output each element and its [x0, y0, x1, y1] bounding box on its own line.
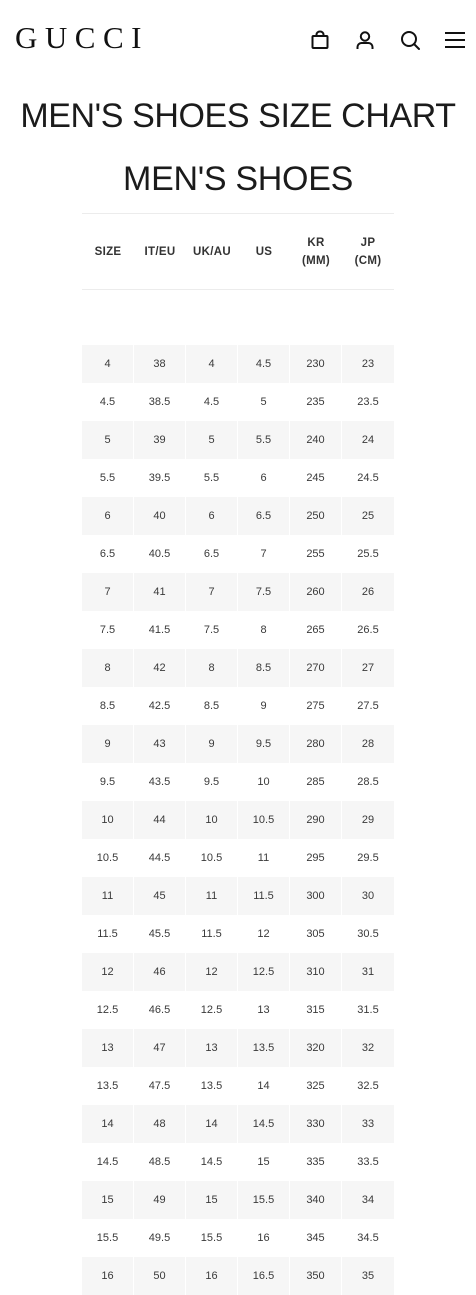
table-cell: 12	[82, 953, 134, 991]
table-cell: 31.5	[357, 1004, 379, 1016]
table-cell: 6.5	[238, 497, 290, 535]
table-header-bottom-divider	[82, 289, 394, 290]
table-cell: 13	[82, 1029, 134, 1067]
table-row	[82, 459, 394, 497]
table-cell: 5	[82, 421, 134, 459]
table-cell: 26.5	[357, 624, 379, 636]
table-cell: 335	[290, 1143, 342, 1181]
column-header	[186, 214, 238, 289]
table-cell: 12.5	[186, 991, 238, 1029]
column-header-unit: (MM)	[301, 254, 331, 267]
column-header	[134, 214, 186, 289]
table-row	[82, 725, 394, 763]
table-cell: 235	[290, 383, 342, 421]
page-title: MEN'S SHOES SIZE CHART	[20, 97, 456, 135]
table-cell: 25	[342, 497, 394, 535]
table-cell: 12	[186, 953, 238, 991]
table-cell: 39.5	[134, 459, 186, 497]
table-cell: 9.5	[238, 725, 290, 763]
table-cell: 255	[290, 535, 342, 573]
table-row	[82, 991, 394, 1029]
table-cell: 13.5	[238, 1029, 290, 1067]
table-cell: 8	[238, 611, 290, 649]
table-cell: 265	[290, 611, 342, 649]
table-cell: 11.5	[82, 915, 134, 953]
table-cell: 29	[342, 801, 394, 839]
table-cell: 305	[290, 915, 342, 953]
table-cell: 42.5	[134, 687, 186, 725]
table-cell: 5	[186, 421, 238, 459]
column-header	[82, 214, 134, 289]
table-cell: 44	[134, 801, 186, 839]
table-cell: 270	[290, 649, 342, 687]
table-cell: 8.5	[186, 687, 238, 725]
table-cell: 9	[238, 687, 290, 725]
table-cell: 10.5	[186, 839, 238, 877]
column-header	[290, 214, 342, 289]
table-cell: 23.5	[357, 396, 379, 408]
table-cell: 45.5	[134, 915, 186, 953]
table-row	[82, 877, 394, 915]
table-cell: 325	[290, 1067, 342, 1105]
table-cell: 14.5	[82, 1143, 134, 1181]
table-cell: 240	[290, 421, 342, 459]
table-cell: 285	[290, 763, 342, 801]
table-cell: 44.5	[134, 839, 186, 877]
table-row	[82, 1257, 394, 1295]
column-header	[238, 214, 290, 289]
table-cell: 50	[134, 1257, 186, 1295]
table-cell: 260	[290, 573, 342, 611]
column-header-label: IT/EU	[144, 245, 176, 258]
table-cell: 11	[82, 877, 134, 915]
table-cell: 16	[82, 1257, 134, 1295]
table-cell: 6	[238, 459, 290, 497]
shopping-bag-icon[interactable]	[307, 27, 333, 53]
table-cell: 31	[342, 953, 394, 991]
table-cell: 47.5	[134, 1067, 186, 1105]
table-cell: 10.5	[82, 839, 134, 877]
table-cell: 14	[186, 1105, 238, 1143]
table-cell: 280	[290, 725, 342, 763]
table-cell: 12.5	[238, 953, 290, 991]
table-cell: 9.5	[186, 763, 238, 801]
table-cell: 290	[290, 801, 342, 839]
table-cell: 9	[186, 725, 238, 763]
table-cell: 42	[134, 649, 186, 687]
column-header-label: JP	[360, 236, 376, 249]
table-cell: 32.5	[357, 1080, 379, 1092]
table-row	[82, 1105, 394, 1143]
table-cell: 30.5	[357, 928, 379, 940]
table-cell: 11	[238, 839, 290, 877]
table-row	[82, 611, 394, 649]
table-cell: 295	[290, 839, 342, 877]
table-cell: 27.5	[357, 700, 379, 712]
table-cell: 15	[82, 1181, 134, 1219]
table-cell: 15.5	[238, 1181, 290, 1219]
menu-icon[interactable]	[442, 27, 468, 53]
table-cell: 27	[342, 649, 394, 687]
table-cell: 310	[290, 953, 342, 991]
table-row	[82, 687, 394, 725]
table-cell: 6	[186, 497, 238, 535]
table-cell: 9.5	[82, 763, 134, 801]
site-header	[0, 0, 476, 78]
table-cell: 38.5	[134, 383, 186, 421]
table-cell: 350	[290, 1257, 342, 1295]
table-row	[82, 649, 394, 687]
table-cell: 24.5	[357, 472, 379, 484]
table-cell: 340	[290, 1181, 342, 1219]
table-cell: 16.5	[238, 1257, 290, 1295]
table-cell: 23	[342, 345, 394, 383]
table-cell: 14	[238, 1067, 290, 1105]
table-cell: 5.5	[82, 459, 134, 497]
table-row	[82, 345, 394, 383]
table-cell: 24	[342, 421, 394, 459]
table-cell: 25.5	[357, 548, 379, 560]
table-row	[82, 763, 394, 801]
table-cell: 43.5	[134, 763, 186, 801]
header-icons	[307, 27, 468, 53]
column-header-label: UK/AU	[193, 245, 231, 258]
table-row	[82, 915, 394, 953]
table-cell: 8	[82, 649, 134, 687]
table-cell: 250	[290, 497, 342, 535]
table-cell: 33.5	[357, 1156, 379, 1168]
table-cell: 7	[186, 573, 238, 611]
table-cell: 10.5	[238, 801, 290, 839]
user-icon[interactable]	[352, 27, 378, 53]
table-cell: 41.5	[134, 611, 186, 649]
table-row	[82, 801, 394, 839]
table-cell: 7.5	[82, 611, 134, 649]
table-cell: 16	[186, 1257, 238, 1295]
table-cell: 40.5	[134, 535, 186, 573]
table-cell: 245	[290, 459, 342, 497]
table-cell: 4.5	[82, 383, 134, 421]
table-cell: 38	[134, 345, 186, 383]
table-cell: 34.5	[357, 1232, 379, 1244]
table-row	[82, 1067, 394, 1105]
table-cell: 4	[82, 345, 134, 383]
column-header-label: US	[255, 245, 273, 258]
table-cell: 49.5	[134, 1219, 186, 1257]
table-row	[82, 953, 394, 991]
table-cell: 28	[342, 725, 394, 763]
table-cell: 45	[134, 877, 186, 915]
table-cell: 320	[290, 1029, 342, 1067]
table-cell: 39	[134, 421, 186, 459]
table-cell: 8.5	[238, 649, 290, 687]
table-row	[82, 1219, 394, 1257]
table-cell: 11.5	[238, 877, 290, 915]
table-cell: 4.5	[238, 345, 290, 383]
table-cell: 7.5	[238, 573, 290, 611]
table-cell: 13	[238, 991, 290, 1029]
table-cell: 5	[238, 383, 290, 421]
table-cell: 9	[82, 725, 134, 763]
table-cell: 13.5	[82, 1067, 134, 1105]
table-cell: 13.5	[186, 1067, 238, 1105]
size-table-header	[82, 214, 394, 289]
table-row	[82, 1143, 394, 1181]
table-cell: 275	[290, 687, 342, 725]
table-cell: 13	[186, 1029, 238, 1067]
table-row	[82, 573, 394, 611]
table-cell: 5.5	[186, 459, 238, 497]
table-cell: 6.5	[82, 535, 134, 573]
search-icon[interactable]	[397, 27, 423, 53]
table-cell: 11	[186, 877, 238, 915]
table-cell: 49	[134, 1181, 186, 1219]
table-cell: 33	[342, 1105, 394, 1143]
table-cell: 14.5	[238, 1105, 290, 1143]
table-cell: 32	[342, 1029, 394, 1067]
column-header-label: KR	[307, 236, 325, 249]
column-header-label: SIZE	[94, 245, 122, 258]
table-cell: 40	[134, 497, 186, 535]
table-row	[82, 497, 394, 535]
table-cell: 300	[290, 877, 342, 915]
table-cell: 12.5	[82, 991, 134, 1029]
table-cell: 41	[134, 573, 186, 611]
table-cell: 8.5	[82, 687, 134, 725]
table-cell: 15	[186, 1181, 238, 1219]
table-cell: 315	[290, 991, 342, 1029]
table-row	[82, 1029, 394, 1067]
table-cell: 11.5	[186, 915, 238, 953]
table-cell: 230	[290, 345, 342, 383]
table-cell: 12	[238, 915, 290, 953]
table-cell: 4	[186, 345, 238, 383]
table-cell: 15	[238, 1143, 290, 1181]
table-row	[82, 535, 394, 573]
table-cell: 46	[134, 953, 186, 991]
table-cell: 48.5	[134, 1143, 186, 1181]
column-header	[342, 214, 394, 289]
section-title: MEN'S SHOES	[123, 160, 353, 198]
table-cell: 7.5	[186, 611, 238, 649]
table-cell: 5.5	[238, 421, 290, 459]
table-cell: 16	[238, 1219, 290, 1257]
table-cell: 26	[342, 573, 394, 611]
size-table-body	[82, 345, 394, 1295]
table-cell: 7	[238, 535, 290, 573]
table-cell: 35	[342, 1257, 394, 1295]
table-cell: 29.5	[357, 852, 379, 864]
table-row	[82, 383, 394, 421]
table-cell: 8	[186, 649, 238, 687]
table-row	[82, 421, 394, 459]
table-cell: 47	[134, 1029, 186, 1067]
table-cell: 34	[342, 1181, 394, 1219]
table-cell: 14.5	[186, 1143, 238, 1181]
table-cell: 10	[186, 801, 238, 839]
table-cell: 6	[82, 497, 134, 535]
table-cell: 7	[82, 573, 134, 611]
table-cell: 14	[82, 1105, 134, 1143]
table-cell: 30	[342, 877, 394, 915]
table-cell: 43	[134, 725, 186, 763]
table-row	[82, 1181, 394, 1219]
table-cell: 330	[290, 1105, 342, 1143]
table-cell: 10	[238, 763, 290, 801]
column-header-unit: (CM)	[354, 254, 382, 267]
table-cell: 6.5	[186, 535, 238, 573]
table-cell: 15.5	[186, 1219, 238, 1257]
table-cell: 4.5	[186, 383, 238, 421]
table-cell: 345	[290, 1219, 342, 1257]
table-row	[82, 839, 394, 877]
table-cell: 46.5	[134, 991, 186, 1029]
table-cell: 48	[134, 1105, 186, 1143]
table-cell: 28.5	[357, 776, 379, 788]
table-cell: 10	[82, 801, 134, 839]
table-cell: 15.5	[82, 1219, 134, 1257]
gucci-logo[interactable]: GUCCI	[15, 20, 149, 55]
